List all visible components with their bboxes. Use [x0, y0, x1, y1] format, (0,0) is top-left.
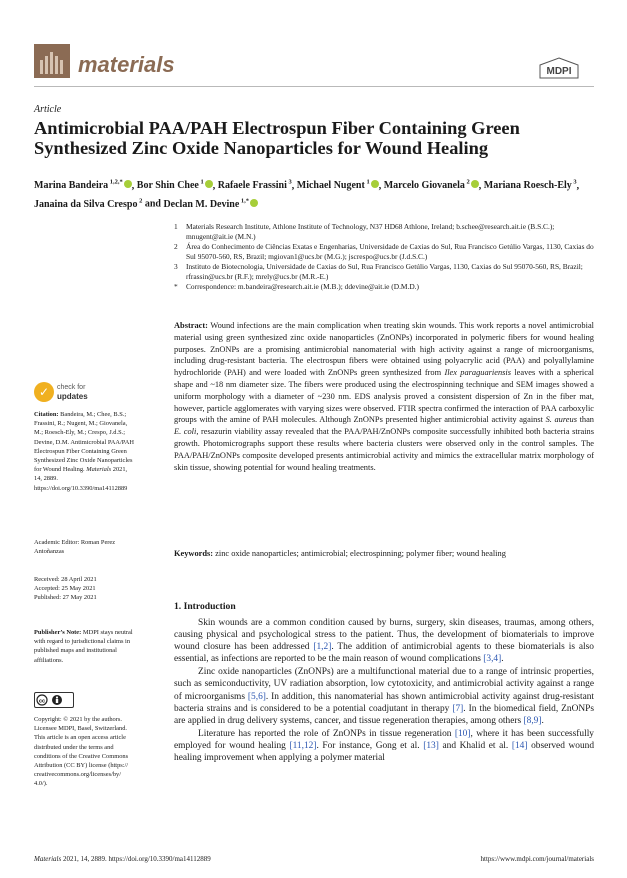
footer-ref[interactable]: 2021, 14, 2889. https://doi.org/10.3390/ma14112889	[62, 855, 211, 863]
affiliation-item	[174, 262, 594, 282]
citation-block	[34, 410, 134, 493]
author[interactable]	[163, 199, 258, 210]
accepted-date: Accepted: 25 May 2021	[34, 585, 96, 593]
citation-label: Citation:	[34, 411, 59, 418]
check-updates-line1: check for	[57, 384, 86, 391]
author-separator: ,	[478, 180, 484, 192]
affiliation-text: Materials Research Institute, Athlone Institute of Technology, N37 HD68 Athlone, Ireland; b.schee@research.ait.ie (B.S.C.); mnugent@ait.ie (M.N.)	[186, 222, 555, 241]
author-separator: ,	[131, 180, 137, 192]
copyright-notice: Copyright: © 2021 by the authors. Licensee MDPI, Basel, Switzerland. This article is an open access article distributed under the terms and conditions of the Creative Commons Attribution (CC BY) license (https:// creativecommons.org/licenses/by/ 4.0/).	[34, 716, 129, 788]
author-name: Bor Shin Chee	[136, 180, 199, 192]
citation-link[interactable]: [11,12]	[289, 740, 317, 751]
abstract-label: Abstract:	[174, 321, 208, 330]
affiliation-text: Área do Conhecimento de Ciências Exatas e Engenharias, Universidade de Caxias do Sul, Rua Francisco Getúlio Vargas, 1130, Caxias do Sul 95070-560, RS, Brazil; mgiovan1@ucs.br (M.G.); jscrespo@ucs.br (J.d.S.C.)	[186, 242, 594, 261]
author-affiliation-marker: 1,*	[239, 197, 250, 205]
affiliation-text: Correspondence: m.bandeira@research.ait.ie (M.B.); ddevine@ait.ie (D.M.D.)	[186, 282, 419, 291]
intro-text: Literature has reported the role of ZnONPs in tissue regeneration	[198, 728, 452, 739]
author-name: Declan M. Devine	[163, 198, 240, 210]
author-affiliation-marker: 2	[464, 179, 470, 186]
author[interactable]	[218, 180, 292, 191]
author[interactable]	[484, 180, 577, 191]
citation-link[interactable]: [10]	[454, 728, 471, 739]
affiliation-number: *	[174, 282, 178, 291]
citation-link[interactable]: [1,2]	[313, 642, 332, 653]
author-affiliation-marker: 2	[137, 197, 143, 205]
mdpi-logo-text: MDPI	[546, 66, 572, 77]
citation-link[interactable]: [14]	[511, 740, 528, 751]
author-affiliation-marker: 3	[286, 179, 292, 186]
check-for-updates-button[interactable]	[34, 382, 114, 406]
header-divider	[34, 86, 594, 87]
author-separator: ,	[291, 180, 297, 192]
citation-link[interactable]: [3,4]	[483, 654, 502, 665]
intro-text: Skin wounds are a common condition caused by burns, surgery, skin diseases, traumas, among others, causing physical and psychological stress to the patient. Thus, the development of biomaterials to improve wound closure has been addressed	[174, 618, 594, 653]
author-separator: ,	[576, 180, 580, 192]
citation-text: Bandeira, M.; Chee, B.S.; Frassini, R.; Nugent, M.; Giovanela, M.; Roesch-Ely, M.; Crespo, J.d.S.; Devine, D.M. Antimicrobial PAA/PAH Electrospun Fiber Containing Green Synthesized Zinc Oxide Nanoparticles for Wound Healing.	[34, 411, 135, 474]
footer-journal: Materials	[34, 855, 62, 863]
keywords	[174, 548, 594, 560]
citation-link[interactable]: [13]	[423, 740, 439, 751]
affiliation-number: 3	[174, 262, 178, 271]
abstract-than: than	[579, 415, 594, 425]
author-affiliation-marker: 1	[364, 179, 370, 186]
academic-editor: Academic Editor: Roman Perez Antoñanzas	[34, 539, 116, 556]
mdpi-logo	[538, 57, 580, 79]
paper-title: Antimicrobial PAA/PAH Electrospun Fiber Containing Green Synthesized Zinc Oxide Nanoparticles for Wound Healing	[34, 118, 520, 158]
citation-link[interactable]: [5,6]	[247, 691, 266, 702]
author-separator: ,	[212, 180, 218, 192]
author[interactable]	[34, 199, 142, 210]
check-updates-line2: updates	[57, 392, 88, 401]
intro-text: , where it has been successfully employed for wound healing	[174, 728, 594, 751]
affiliation-item	[174, 242, 594, 262]
author-list	[34, 175, 594, 212]
abstract	[174, 320, 594, 473]
intro-paragraph	[174, 728, 594, 764]
author-name: Janaina da Silva Crespo	[34, 198, 138, 210]
author-separator: and	[142, 198, 164, 210]
citation-journal: Materials	[86, 466, 112, 474]
footer-citation	[34, 855, 211, 863]
publisher-note-text: MDPI stays neutral with regard to jurisdictional claims in published maps and institutional affiliations.	[34, 629, 133, 664]
author[interactable]	[297, 180, 379, 191]
affiliations	[174, 222, 594, 292]
section-title: 1. Introduction	[174, 601, 236, 612]
orcid-icon[interactable]	[371, 180, 379, 188]
footer-url[interactable]: https://www.mdpi.com/journal/materials	[480, 855, 594, 863]
abstract-species: Ilex paraguariensis	[444, 368, 512, 378]
affiliation-text: Instituto de Biotecnologia, Universidade de Caxias do Sul, Rua Francisco Getúlio Vargas, 1130, Caxias do Sul 95070-560, RS, Brazil; rfrassin@ucs.br (R.F.); mrely@ucs.br (M.R.-E.)	[186, 262, 583, 281]
publisher-note	[34, 628, 134, 665]
author[interactable]	[384, 180, 479, 191]
author-affiliation-marker: 1	[198, 179, 204, 186]
journal-name: materials	[78, 52, 175, 77]
orcid-icon[interactable]	[250, 199, 258, 207]
introduction-body	[174, 617, 594, 765]
affiliation-item	[174, 282, 594, 292]
intro-text: . In the biomedical field, ZnONPs are applied in drug delivery systems, cancer, and tissue regeneration therapies, among others	[174, 703, 595, 726]
abstract-text-3: , resazurin viability assay revealed that the PAA/PAH/ZnONPs composite successfully inhibited both bacteria strains growth. Photomicrographs support these results where bacteria clusters were observed only in the control samples. The PAA/PAH/ZnONPs composite developed presents antimicrobial activity and mimics the extracellular matrix morphology of skin tissue, showing potential for wound healing treatments.	[174, 427, 594, 472]
received-date: Received: 28 April 2021	[34, 576, 97, 583]
intro-text: observed wound healing improvement when applying a polymer material	[174, 740, 595, 764]
cc-license-icon[interactable]	[34, 692, 74, 708]
author-affiliation-marker: 1,2,*	[108, 179, 123, 186]
publisher-note-label: Publisher’s Note:	[34, 629, 82, 636]
intro-text: . In addition, this nanomaterial has shown antimicrobial activity against drug-resistant bacteria strains and is considered to be a potential coadjutant in therapy	[174, 691, 595, 714]
intro-text: . For instance, Gong et al.	[316, 740, 420, 751]
author-name: Marina Bandeira	[34, 180, 109, 192]
keywords-text: zinc oxide nanoparticles; antimicrobial; electrospinning; polymer fiber; wound healing	[215, 549, 506, 558]
affiliation-item	[174, 222, 594, 242]
page-footer	[34, 855, 594, 863]
citation-ref[interactable]: 2021, 14, 2889. https://doi.org/10.3390/ma14112889	[34, 466, 128, 492]
dates-block	[34, 575, 134, 603]
affiliation-number: 1	[174, 222, 178, 231]
author-name: Rafaele Frassini	[217, 180, 287, 192]
orcid-icon[interactable]	[471, 180, 479, 188]
abstract-bacteria-1: S. aureus	[545, 415, 577, 425]
svg-text:cc: cc	[38, 698, 46, 705]
author-separator: ,	[378, 180, 384, 192]
article-type: Article	[34, 104, 62, 115]
author-name: Marcelo Giovanela	[383, 180, 465, 192]
author-name: Michael Nugent	[296, 180, 365, 192]
abstract-bacteria-2: E. coli	[174, 427, 197, 437]
keywords-label: Keywords:	[174, 549, 214, 558]
author[interactable]	[34, 180, 132, 191]
orcid-icon[interactable]	[205, 180, 213, 188]
intro-paragraph: Skin wounds are a common condition caused by burns, surgery, skin diseases, traumas, among others, causing physical and psychological stress to the patient. Thus, the development of biomaterials to improve wound closure has been addressed [1,2]. The addition of antimicrobial agents to these biomaterials is also essential, as infections are reported to be the main reason of wound complications [3,4].	[174, 618, 594, 665]
check-updates-icon: ✓	[34, 382, 54, 402]
intro-text: . The addition of antimicrobial agents to these biomaterials is also essential, as infections are reported to be the main reason of wound complications	[174, 642, 594, 665]
author-name: Mariana Roesch-Ely	[483, 180, 572, 192]
intro-text: and Khalid et al.	[442, 740, 509, 751]
intro-text: Zinc oxide nanoparticles (ZnONPs) are a multifunctional material due to a range of intrinsic properties, such as semiconductivity, UV radiation absorption, low cytotoxicity, and antimicrobial activity against a range of microorganisms	[174, 667, 594, 702]
citation-link[interactable]: [7]	[452, 703, 464, 714]
author[interactable]	[137, 180, 213, 191]
intro-paragraph: Zinc oxide nanoparticles (ZnONPs) are a multifunctional material due to a range of intrinsic properties, such as semiconductivity, UV radiation absorption, low cytotoxicity, and antimicrobial activity against a range of microorganisms [5,6]. In addition, this nanomaterial has shown antimicrobial activity against drug-resistant bacteria strains and is considered to be a potential coadjutant in therapy [7]. In the biomedical field, ZnONPs are applied in drug delivery systems, cancer, and tissue regeneration therapies, among others [8,9].	[174, 667, 595, 726]
orcid-icon[interactable]	[124, 180, 132, 188]
abstract-text-1: Wound infections are the main complication when treating skin wounds. This work reports a novel antimicrobial material using green synthesized zinc oxide nanoparticles (ZnONPs) incorporated in polymeric fibers for wound healing purposes. ZnONPs are a promising antimicrobial nanomaterial with high activity against a range of microorganisms, including drug-resistant bacteria. The electrospun fibers were obtained using polyacrylic acid (PAA) and polyallylamine hydrochloride (PAH) and were loaded with ZnONPs green synthesized from	[174, 321, 594, 378]
citation-link[interactable]: [8,9]	[523, 715, 542, 726]
author-affiliation-marker: 3	[571, 179, 577, 186]
journal-logo	[34, 44, 70, 78]
abstract-text-2: leaves with a spherical shape and ~18 nm diameter size. The fibers were produced using the electrospinning technique and SEM images showed a uniform morphology with a diameter of ~230 nm. EDS analysis proved a consistent dispersion of Zn in the fiber mat, however, particle agglomerates with varying sizes were observed. FTIR spectra confirmed the interaction of PAA carboxylic groups with the amine of PAH molecules. Although ZnONPs presented higher antimicrobial activity against	[174, 368, 595, 425]
published-date: Published: 27 May 2021	[34, 594, 97, 602]
affiliation-number: 2	[174, 242, 178, 251]
